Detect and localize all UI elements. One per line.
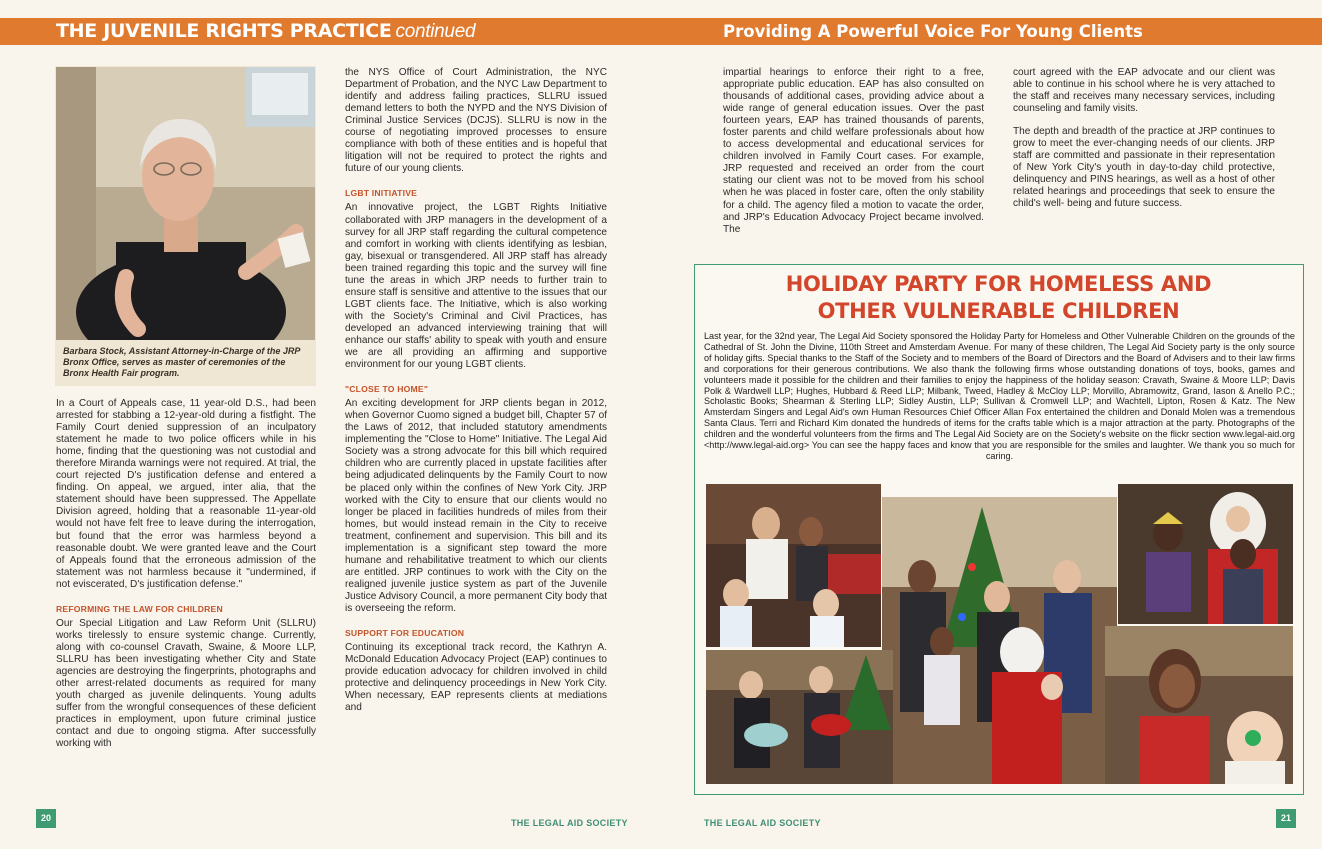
party-photo-santa-group	[882, 497, 1117, 784]
paragraph-nys-office: the NYS Office of Court Administration, the NYC Department of Probation, and the NYC Law Department to identify and address failing practices, SLLRU issued demand letters to both the NYPD and the NYS Division of Criminal Justice Services (DCJS). SLLRU is now in the course of negotiating improved processes to ensure compliance with both of these entities and is hopeful that litigation will not be required to protect the rights and future of our young clients.	[345, 67, 607, 175]
holiday-party-panel	[694, 264, 1304, 795]
heading-support-education: SUPPORT FOR EDUCATION	[345, 628, 465, 639]
heading-lgbt-initiative: LGBT INITIATIVE	[345, 188, 418, 199]
section-title-suffix: continued	[395, 21, 476, 42]
footer-org-right: THE LEGAL AID SOCIETY	[704, 818, 821, 828]
article-column-1	[56, 398, 316, 761]
paragraph-depth-breadth: The depth and breadth of the practice at JRP continues to grow to meet the ever-changing needs of our clients. JRP staff are committed and passionate in their representation of New York City's youth in day-to-day child protective, delinquency and PINS hearings, as well as a host of other related hearings and proceedings that seek to ensure the child's well- being and future success.	[1013, 126, 1275, 210]
party-photo-face-painting	[1105, 626, 1293, 784]
paragraph-education: Continuing its exceptional track record, the Kathryn A. McDonald Education Advocacy Project (EAP) continues to provide education advocacy for children involved in child protective and delinquency proceedings in New York City. When necessary, EAP represents clients at mediations and	[345, 642, 607, 714]
speaker-photo	[56, 67, 315, 340]
page-banner	[0, 18, 1322, 45]
speaker-photo-frame	[55, 66, 316, 386]
page-number-right: 21	[1276, 809, 1296, 828]
section-subtitle: Providing A Powerful Voice For Young Clients	[723, 22, 1143, 41]
article-column-4	[1013, 67, 1275, 222]
paragraph-court-of-appeals: In a Court of Appeals case, 11 year-old D.S., had been arrested for stabbing a 12-year-old during a fistfight. The Family Court denied suppression of an inculpatory statement he made to two police officers while in his home, finding that the questioning was not custodial and therefore Miranda warnings were not required. At trial, the court rejected D's justification defense and entered a finding. On appeal, we argued, inter alia, that the statement should have been suppressed. The Appellate Division agreed, holding that a reasonable 11-year-old would not have felt free to leave during the interrogation, but found that the error was harmless beyond a reasonable doubt. We were granted leave and the Court of Appeals found that the erroneous admission of the statement was not harmless because it "undermined, if not eviscerated, D's justification defense."	[56, 398, 316, 590]
footer-org-left: THE LEGAL AID SOCIETY	[511, 818, 628, 828]
speaker-photo-illustration	[56, 67, 315, 340]
article-column-3	[723, 67, 984, 247]
page-number-left: 20	[36, 809, 56, 828]
heading-close-to-home: "CLOSE TO HOME"	[345, 384, 429, 395]
photo-caption: Barbara Stock, Assistant Attorney-in-Charge of the JRP Bronx Office, serves as master of ceremonies of the Bronx Health Fair program.	[63, 346, 301, 378]
holiday-title-line-2: OTHER VULNERABLE CHILDREN	[817, 299, 1180, 323]
holiday-party-title	[695, 271, 1302, 325]
paragraph-lgbt: An innovative project, the LGBT Rights Initiative collaborated with JRP managers in the development of a survey for all JRP staff regarding the cultural competence and comfort in working with clients identifying as lesbian, gay, bisexual or transgendered. All JRP staff has already been trained regarding this topic and the survey will fine tune the areas in which JRP needs to further train to ensure staff is sensitive and attentive to the issues that our LGBT clients face. The Initiative, which is also working with the Society's Criminal and Civil Practices, has developed an advanced interviewing training that will enhance our staffs' ability to speak with youth and ensure we are all providing an affirming and supportive environment for our young LGBT clients.	[345, 202, 607, 371]
party-photo-children-santa	[1118, 484, 1293, 624]
paragraph-impartial-hearings: impartial hearings to enforce their right to a free, appropriate public education. EAP has also consulted on thousands of additional cases, providing advice about a wide range of general education issues. Over the past fourteen years, EAP has trained thousands of parents, foster parents and child welfare professionals about how to access developmental and educational services for children involved in Family Court cases. For example, JRP requested and received an order from the court stating our client was not to be moved from his school when he was placed in foster care, often the only stability for a child. The agency filed a motion to vacate the order, and JRP's Education Advocacy Project became involved. The	[723, 67, 984, 235]
paragraph-sllru: Our Special Litigation and Law Reform Unit (SLLRU) works tirelessly to ensure systemic change. Currently, along with co-counsel Cravath, Swaine, & Moore LLP, SLLRU has been investigating whether City and State agencies are destroying the fingerprints, photographs and other arrest-related documents as required for many youth charged as juvenile delinquents. Young adults suffer from the wrongful consequences of these deficient practices in employment, upon future criminal justice contact and due to ongoing stigma. After successfully working with	[56, 617, 316, 750]
heading-reforming-law: REFORMING THE LAW FOR CHILDREN	[56, 603, 223, 614]
article-column-2	[345, 67, 607, 725]
holiday-title-line-1: HOLIDAY PARTY FOR HOMELESS AND	[785, 272, 1212, 296]
section-title	[56, 18, 475, 45]
paragraph-court-agreed: court agreed with the EAP advocate and our client was able to continue in his school where he is very attached to the staff and receives many necessary services, including counseling and family visits.	[1013, 67, 1275, 115]
paragraph-close-to-home: An exciting development for JRP clients began in 2012, when Governor Cuomo signed a budget bill, Chapter 57 of the Laws of 2012, that included statutory amendments implementing the "Close to Home" Initiative. The Legal Aid Society was a strong advocate for this bill which required children who are currently placed in upstate facilities after being adjudicated delinquents by the Family Court to now be placed only within the confines of New York City. JRP worked with the City to ensure that our clients would no longer be placed in facilities hundreds of miles from their homes, but would instead remain in the City to receive treatment, confinement and supervision. This bill and its implementation is a significant step toward the more humane and rehabilitative treatment to which our clients are entitled. JRP continues to work with the City on the realigned juvenile justice system as part of the Juvenile Justice Advisory Council, a more permanent City body that is overseeing the reform.	[345, 398, 607, 614]
party-photo-musicians	[706, 650, 893, 784]
section-title-main: THE JUVENILE RIGHTS PRACTICE	[56, 20, 392, 42]
holiday-party-text: Last year, for the 32nd year, The Legal Aid Society sponsored the Holiday Party for Homeless and Other Vulnerable Children on the grounds of the Cathedral of St. John the Divine, 110th Street and Amsterdam Avenue. For many of these children, The Legal Aid Society party is the only source of holiday gifts. Special thanks to the Staff of the Society and to members of the Board of Directors and the Board of Advisers and to their law firms and corporations for their generous contributions. We also thank the following firms whose outstanding donations of toys, books, games and volunteers made it possible for the children and their families to enjoy the happiness of the holiday season: Cravath, Swaine & Moore LLP; Davis Polk & Wardwell LLP; Hughes, Hubbard & Reed LLP; Milbank, Tweed, Hadley & McCloy LLP; Morvillo, Abramowitz, Grand, Iason & Anello P.C.; Scholastic Books; Shearman & Sterling LLP; Sidley Austin, LLP; Sullivan & Cromwell LLP; and Wachtell, Lipton, Rosen & Katz. The New Amsterdam Singers and Legal Aid's own Human Resources Chief Officer Allan Fox entertained the children and Donald Molen was a tremendous Santa Claus. Terri and Richard Kim donated the hundreds of items for the crafts table which is a major attraction at the party. Photographs of the children and the wonderful volunteers from the firms and The Legal Aid Society are on the Society's website on the flickr section www.legal-aid.org <http://www.legal-aid.org> You can see the happy faces and know that you are responsible for the smiles and laughter. We thank you so much for caring.	[704, 331, 1295, 461]
party-photo-volunteers	[706, 484, 881, 647]
